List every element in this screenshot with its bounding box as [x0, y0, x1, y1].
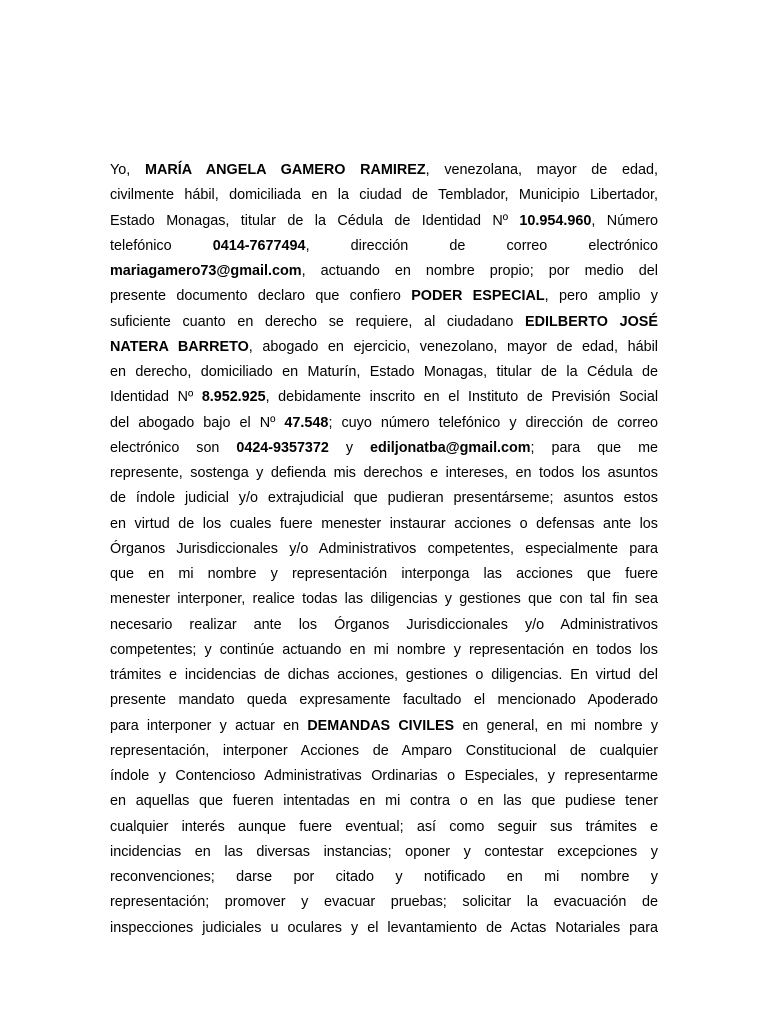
text-run: representación, interponer Acciones de Amparo Constitucional de cualquier — [110, 742, 658, 759]
text-run: suficiente cuanto en derecho se requiere, al ciudadano — [110, 313, 526, 330]
bold-text-run: 0424-9357372 — [236, 439, 329, 456]
paragraph-line — [110, 815, 658, 840]
text-run: inspecciones judiciales u oculares y el levantamiento de Actas Notariales para — [110, 919, 658, 936]
paragraph-line — [110, 158, 658, 183]
paragraph-line — [110, 587, 658, 612]
bold-text-run: MARÍA ANGELA GAMERO RAMIREZ — [144, 162, 426, 178]
text-run: , dirección de correo electrónico — [305, 237, 658, 254]
text-run: Estado Monagas, titular de la Cédula de Identidad Nº — [110, 212, 520, 229]
text-run: ; cuyo número telefónico y dirección de correo — [328, 414, 658, 431]
paragraph-line — [110, 183, 658, 208]
text-run: Órganos Jurisdiccionales y/o Administrativos competentes, especialmente para — [110, 540, 658, 557]
text-run: trámites e incidencias de dichas acciones, gestiones o diligencias. En virtud del — [110, 667, 658, 683]
text-run: ; para que me — [530, 439, 658, 456]
paragraph-line — [110, 486, 658, 511]
paragraph-line — [110, 688, 658, 713]
text-run: cualquier interés aunque fuere eventual; así como seguir sus trámites e — [110, 818, 658, 835]
paragraph-line — [110, 411, 658, 436]
text-run: Yo, — [110, 162, 145, 178]
paragraph-line — [110, 663, 658, 688]
paragraph-line — [110, 259, 658, 284]
bold-text-run: NATERA BARRETO — [110, 338, 249, 355]
text-run: en aquellas que fueren intentadas en mi contra o en las que pudiese tener — [110, 793, 658, 810]
paragraph-line — [110, 714, 658, 739]
paragraph-line — [110, 537, 658, 562]
text-run: menester interponer, realice todas las diligencias y gestiones que con tal fin sea — [110, 591, 658, 608]
text-run: , Número — [591, 212, 658, 229]
paragraph-line — [110, 638, 658, 663]
text-run: presente mandato queda expresamente facultado el mencionado Apoderado — [110, 692, 658, 709]
text-run: y — [328, 439, 371, 456]
paragraph-line — [110, 916, 658, 941]
paragraph-line — [110, 385, 658, 410]
paragraph-line — [110, 436, 658, 461]
paragraph-line — [110, 764, 658, 789]
text-run: para interponer y actuar en — [110, 717, 308, 734]
paragraph-line — [110, 512, 658, 537]
text-run: competentes; y continúe actuando en mi nombre y representación en todos los — [110, 641, 658, 658]
text-run: , actuando en nombre propio; por medio del — [301, 263, 658, 279]
paragraph-line — [110, 234, 658, 259]
paragraph-line — [110, 865, 658, 890]
paragraph-line — [110, 310, 658, 335]
text-run: , abogado en ejercicio, venezolano, mayor de edad, hábil — [248, 338, 658, 355]
text-run: presente documento declaro que confiero — [110, 288, 412, 305]
text-run: Identidad Nº — [110, 389, 202, 406]
text-run: en general, en mi nombre y — [454, 717, 659, 734]
text-run: electrónico son — [110, 439, 237, 456]
text-run: , venezolana, mayor de edad, — [425, 162, 658, 178]
text-run: de índole judicial y/o extrajudicial que pudieran presentárseme; asuntos estos — [110, 490, 658, 507]
bold-text-run: mariagamero73@gmail.com — [110, 263, 302, 279]
bold-text-run: 0414-7677494 — [212, 237, 306, 254]
paragraph-line — [110, 360, 658, 385]
text-run: represente, sostenga y defienda mis derechos e intereses, en todos los asuntos — [110, 465, 658, 481]
bold-text-run: 10.954.960 — [519, 212, 592, 229]
text-run: índole y Contencioso Administrativas Ordinarias o Especiales, y representarme — [110, 768, 658, 784]
document-body — [110, 158, 658, 941]
text-run: del abogado bajo el Nº — [110, 414, 285, 431]
paragraph-line — [110, 562, 658, 587]
paragraph-line — [110, 335, 658, 360]
paragraph-line — [110, 739, 658, 764]
text-run: telefónico — [110, 237, 213, 254]
text-run: incidencias en las diversas instancias; oponer y contestar excepciones y — [110, 843, 658, 860]
paragraph-line — [110, 890, 658, 915]
paragraph-line — [110, 284, 658, 309]
text-run: civilmente hábil, domiciliada en la ciudad de Temblador, Municipio Libertador, — [110, 187, 658, 204]
text-run: representación; promover y evacuar pruebas; solicitar la evacuación de — [110, 894, 658, 911]
text-run: , pero amplio y — [544, 288, 658, 305]
text-run: que en mi nombre y representación interponga las acciones que fuere — [110, 566, 658, 582]
bold-text-run: 8.952.925 — [201, 389, 266, 406]
paragraph-line — [110, 840, 658, 865]
paragraph-line — [110, 209, 658, 234]
bold-text-run: ediljonatba@gmail.com — [370, 439, 531, 456]
text-run: en virtud de los cuales fuere menester instaurar acciones o defensas ante los — [110, 515, 658, 532]
bold-text-run: PODER ESPECIAL — [411, 288, 545, 305]
text-run: , debidamente inscrito en el Instituto de Previsión Social — [265, 389, 659, 406]
text-run: en derecho, domiciliado en Maturín, Estado Monagas, titular de la Cédula de — [110, 364, 658, 380]
bold-text-run: EDILBERTO JOSÉ — [525, 313, 658, 330]
text-run: reconvenciones; darse por citado y notificado en mi nombre y — [110, 869, 658, 885]
text-run: necesario realizar ante los Órganos Jurisdiccionales y/o Administrativos — [110, 616, 658, 633]
bold-text-run: 47.548 — [284, 414, 329, 431]
paragraph-line — [110, 461, 658, 486]
paragraph-line — [110, 613, 658, 638]
bold-text-run: DEMANDAS CIVILES — [307, 717, 455, 734]
paragraph-line — [110, 789, 658, 814]
